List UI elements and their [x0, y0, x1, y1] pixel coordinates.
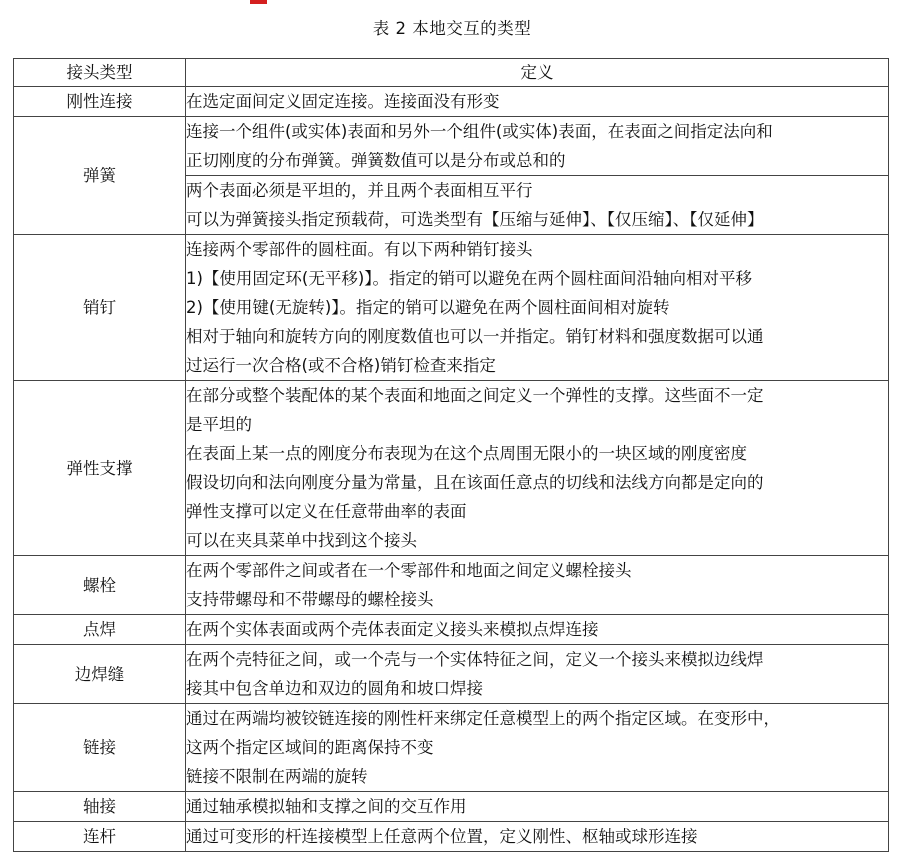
- table-row: [14, 87, 889, 117]
- definition-line: 这两个指定区域间的距离保持不变: [186, 738, 434, 757]
- definition-line: 连接一个组件(或实体)表面和另外一个组件(或实体)表面，在表面之间指定法向和: [186, 122, 773, 141]
- definition-line: 2)【使用键(无旋转)】。指定的销可以避免在两个圆柱面间相对旋转: [186, 298, 670, 317]
- definition-cell: [186, 235, 889, 381]
- table-row: [14, 381, 889, 556]
- table-row: [14, 792, 889, 822]
- definition-cell: [186, 381, 889, 556]
- table-header-row: [14, 59, 889, 87]
- header-definition: 定义: [186, 59, 889, 87]
- definition-cell: [186, 704, 889, 792]
- joint-type-cell: 轴接: [14, 792, 186, 822]
- joint-type-cell: 弹簧: [14, 117, 186, 235]
- joint-type-cell: 弹性支撑: [14, 381, 186, 556]
- definition-cell: [186, 792, 889, 822]
- definition-line: 接其中包含单边和双边的圆角和坡口焊接: [186, 679, 483, 698]
- table-row: [14, 556, 889, 615]
- definition-line: 1)【使用固定环(无平移)】。指定的销可以避免在两个圆柱面间沿轴向相对平移: [186, 269, 753, 288]
- joint-type-cell: 螺栓: [14, 556, 186, 615]
- definition-cell: [186, 117, 889, 176]
- definition-line: 在选定面间定义固定连接。连接面没有形变: [186, 92, 500, 111]
- definition-cell: [186, 87, 889, 117]
- table-row: [14, 117, 889, 176]
- definition-line: 弹性支撑可以定义在任意带曲率的表面: [186, 502, 467, 521]
- table-caption: 表 2 本地交互的类型: [372, 19, 532, 38]
- definition-line: 通过可变形的杆连接模型上任意两个位置，定义刚性、枢轴或球形连接: [186, 827, 698, 846]
- definition-cell: [186, 176, 889, 235]
- definition-line: 假设切向和法向刚度分量为常量，且在该面任意点的切线和法线方向都是定向的: [186, 473, 764, 492]
- definition-line: 支持带螺母和不带螺母的螺栓接头: [186, 590, 434, 609]
- definition-line: 链接不限制在两端的旋转: [186, 767, 368, 786]
- joint-type-cell: 销钉: [14, 235, 186, 381]
- joint-type-cell: 刚性连接: [14, 87, 186, 117]
- definition-line: 过运行一次合格(或不合格)销钉检查来指定: [186, 356, 496, 375]
- table-row: [14, 615, 889, 645]
- table-row: [14, 235, 889, 381]
- definition-cell: [186, 615, 889, 645]
- definition-line: 两个表面必须是平坦的，并且两个表面相互平行: [186, 181, 533, 200]
- interaction-types-table: [13, 58, 889, 852]
- definition-line: 通过轴承模拟轴和支撑之间的交互作用: [186, 797, 467, 816]
- joint-type-cell: 链接: [14, 704, 186, 792]
- definition-line: 在部分或整个装配体的某个表面和地面之间定义一个弹性的支撑。这些面不一定: [186, 386, 764, 405]
- definition-line: 在表面上某一点的刚度分布表现为在这个点周围无限小的一块区域的刚度密度: [186, 444, 747, 463]
- table-row: [14, 822, 889, 852]
- definition-line: 正切刚度的分布弹簧。弹簧数值可以是分布或总和的: [186, 151, 566, 170]
- definition-line: 可以为弹簧接头指定预载荷，可选类型有【压缩与延伸】、【仅压缩】、【仅延伸】: [186, 210, 764, 229]
- definition-line: 连接两个零部件的圆柱面。有以下两种销钉接头: [186, 240, 533, 259]
- definition-cell: [186, 645, 889, 704]
- joint-type-cell: 边焊缝: [14, 645, 186, 704]
- red-marker: [250, 0, 267, 4]
- definition-line: 可以在夹具菜单中找到这个接头: [186, 531, 417, 550]
- joint-type-cell: 点焊: [14, 615, 186, 645]
- header-joint-type: 接头类型: [14, 59, 186, 87]
- definition-line: 在两个实体表面或两个壳体表面定义接头来模拟点焊连接: [186, 620, 599, 639]
- joint-type-cell: 连杆: [14, 822, 186, 852]
- definition-line: 在两个壳特征之间，或一个壳与一个实体特征之间，定义一个接头来模拟边线焊: [186, 650, 764, 669]
- definition-line: 通过在两端均被铰链连接的刚性杆来绑定任意模型上的两个指定区域。在变形中，: [186, 709, 780, 728]
- definition-line: 相对于轴向和旋转方向的刚度数值也可以一并指定。销钉材料和强度数据可以通: [186, 327, 764, 346]
- table-row: [14, 704, 889, 792]
- definition-line: 在两个零部件之间或者在一个零部件和地面之间定义螺栓接头: [186, 561, 632, 580]
- table-body: [14, 87, 889, 852]
- definition-cell: [186, 822, 889, 852]
- definition-cell: [186, 556, 889, 615]
- table-row: [14, 645, 889, 704]
- definition-line: 是平坦的: [186, 415, 252, 434]
